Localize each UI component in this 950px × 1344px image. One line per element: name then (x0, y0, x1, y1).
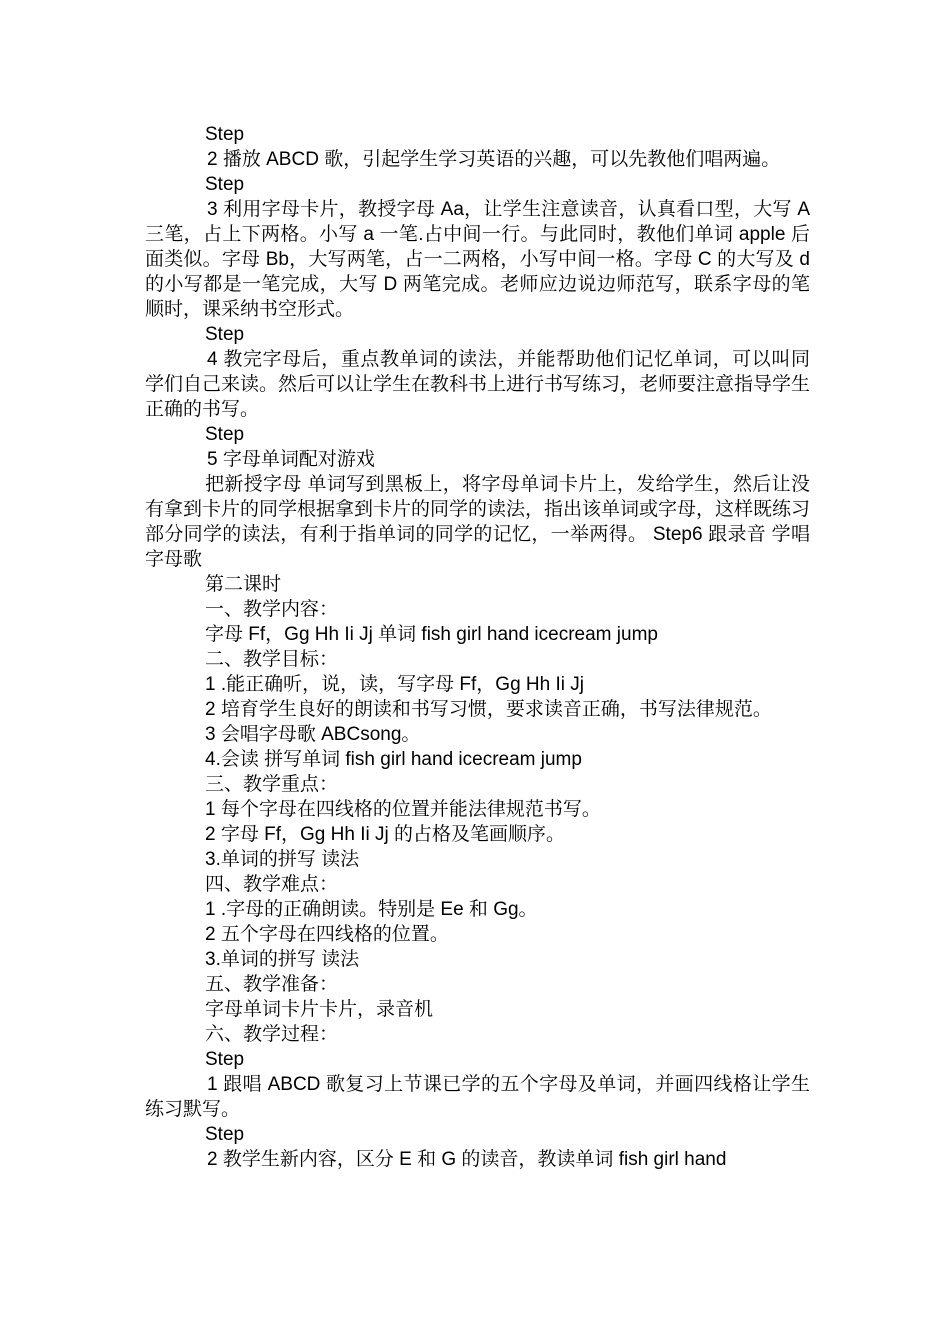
difficulty-item: 3.单词的拼写 读法 (205, 949, 360, 970)
focus-item: 3.单词的拼写 读法 (205, 849, 360, 870)
section-heading-preparation: 五、教学准备： (205, 974, 339, 995)
focus-item: 2 字母 Ff，Gg Hh Ii Jj 的占格及笔画顺序。 (205, 824, 565, 845)
section-heading-goals: 二、教学目标： (205, 649, 339, 670)
focus-item: 1 每个字母在四线格的位置并能法律规范书写。 (205, 799, 601, 820)
section-heading-process: 六、教学过程： (205, 1024, 339, 1045)
goal-item: 3 会唱字母歌 ABCsong。 (205, 724, 421, 745)
paragraph-step-2: 2 播放 ABCD 歌，引起学生学习英语的兴趣，可以先教他们唱两遍。 (207, 149, 781, 170)
content-line: 字母 Ff，Gg Hh Ii Jj 单词 fish girl hand icecream jump (205, 624, 658, 645)
paragraph-process-step-1: 1 跟唱 ABCD 歌复习上节课已学的五个字母及单词，并画四线格让学生练习默写。 (145, 1074, 810, 1120)
step-label: Step (205, 1049, 245, 1070)
difficulty-item: 1 .字母的正确朗读。特别是 Ee 和 Gg。 (205, 899, 538, 920)
paragraph-step-3: 3 利用字母卡片，教授字母 Aa，让学生注意读音，认真看口型，大写 A 三笔，占上下两格。小写 a 一笔.占中间一行。与此同时，教他们单词 apple 后面类似。字母 Bb，大写两笔，占一二两格，小写中间一格。字母 C 的大写及 d 的小写都是一笔完成，大写 D 两笔完成。老师应边说边师范写，联系字母的笔顺时，课采纳书空形式。 (145, 199, 810, 320)
goal-item: 2 培育学生良好的朗读和书写习惯，要求读音正确，书写法律规范。 (205, 699, 772, 720)
difficulty-item: 2 五个字母在四线格的位置。 (205, 924, 449, 945)
goal-item: 1 .能正确听，说，读，写字母 Ff，Gg Hh Ii Jj (205, 674, 584, 695)
step-label: Step (205, 1124, 245, 1145)
lesson-2-heading: 第二课时 (205, 574, 282, 595)
step-label: Step (205, 174, 245, 195)
section-heading-difficulties: 四、教学难点： (205, 874, 339, 895)
paragraph-matching-game: 把新授字母 单词写到黑板上，将字母单词卡片上，发给学生，然后让没有拿到卡片的同学根据拿到卡片的同学的读法，指出该单词或字母，这样既练习部分同学的读法，有利于指单词的同学的记忆，一举两得。 Step6 跟录音 学唱字母歌 (145, 474, 811, 570)
goal-item: 4.会读 拼写单词 fish girl hand icecream jump (205, 749, 582, 770)
section-heading-content: 一、教学内容： (205, 599, 339, 620)
step-label: Step (205, 424, 245, 445)
step-label: Step (205, 324, 245, 345)
preparation-item: 字母单词卡片卡片，录音机 (205, 999, 434, 1020)
paragraph-step-5: 5 字母单词配对游戏 (207, 449, 375, 470)
section-heading-focus: 三、教学重点： (205, 774, 339, 795)
paragraph-step-4: 4 教完字母后，重点教单词的读法，并能帮助他们记忆单词，可以叫同学们自己来读。然后可以让学生在教科书上进行书写练习，老师要注意指导学生正确的书写。 (145, 349, 811, 420)
step-label: Step (205, 124, 245, 145)
document-body (145, 122, 810, 1172)
paragraph-process-step-2: 2 教学生新内容，区分 E 和 G 的读音，教读单词 fish girl hand (207, 1149, 727, 1170)
